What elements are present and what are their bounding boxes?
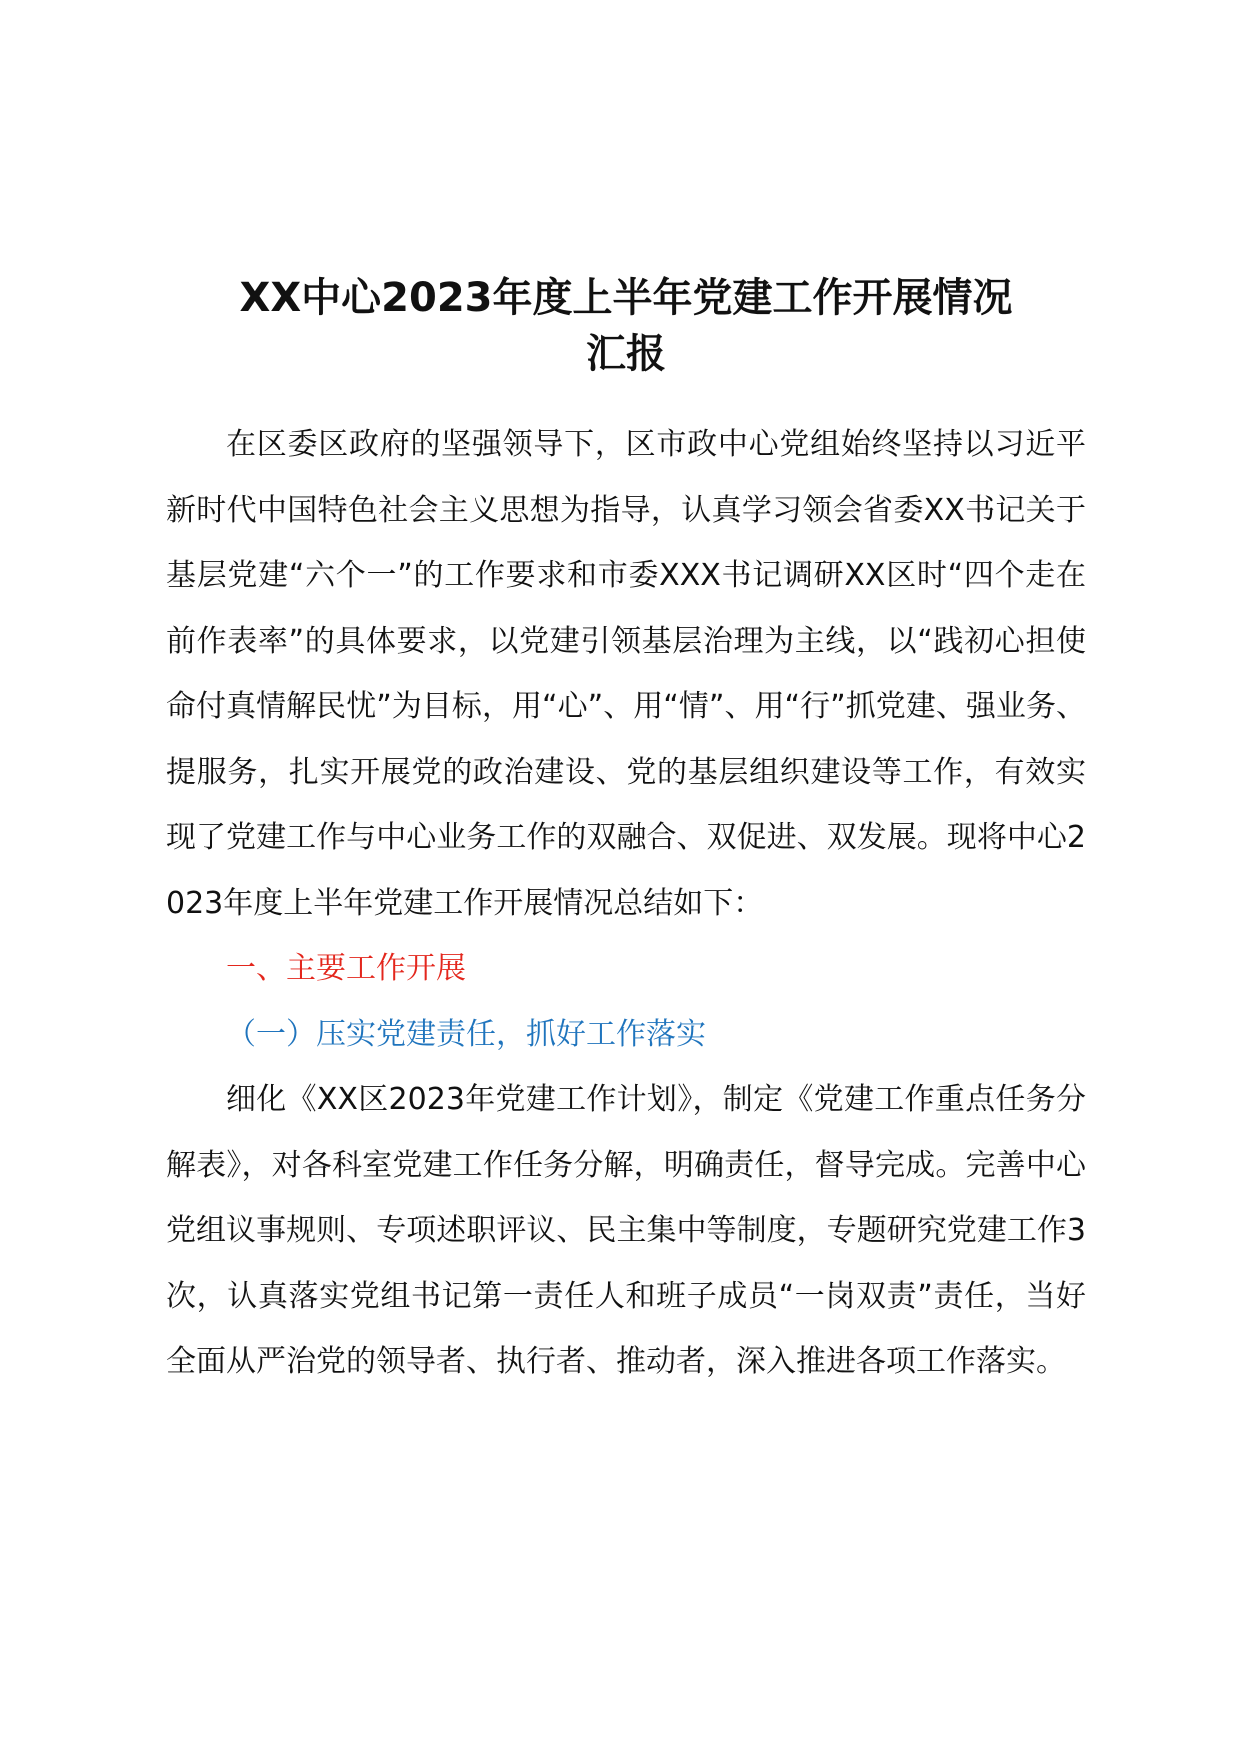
document-content xyxy=(166,270,1086,1395)
document-body xyxy=(166,412,1086,1395)
document-title-line-1: XX中心2023年度上半年党建工作开展情况 xyxy=(239,275,1013,321)
responsibility-paragraph: 细化《XX区2023年党建工作计划》，制定《党建工作重点任务分解表》，对各科室党建工作任务分解，明确责任，督导完成。完善中心党组议事规则、专项述职评议、民主集中等制度，专题研究党建工作3次，认真落实党组书记第一责任人和班子成员“一岗双责”责任，当好全面从严治党的领导者、执行者、推动者，深入推进各项工作落实。 xyxy=(166,1082,1086,1379)
document-title xyxy=(166,270,1086,382)
section-heading-main-work: 一、主要工作开展 xyxy=(226,951,466,986)
document-title-line-2: 汇报 xyxy=(586,331,666,377)
intro-paragraph: 在区委区政府的坚强领导下，区市政中心党组始终坚持以习近平新时代中国特色社会主义思想为指导，认真学习领会省委XX书记关于基层党建“六个一”的工作要求和市委XXX书记调研XX区时“四个走在前作表率”的具体要求，以党建引领基层治理为主线，以“践初心担使命付真情解民忧”为目标，用“心”、用“情”、用“行”抓党建、强业务、提服务，扎实开展党的政治建设、党的基层组织建设等工作，有效实现了党建工作与中心业务工作的双融合、双促进、双发展。现将中心2023年度上半年党建工作开展情况总结如下： xyxy=(166,427,1086,921)
subsection-heading-responsibility: （一）压实党建责任，抓好工作落实 xyxy=(226,1016,706,1052)
